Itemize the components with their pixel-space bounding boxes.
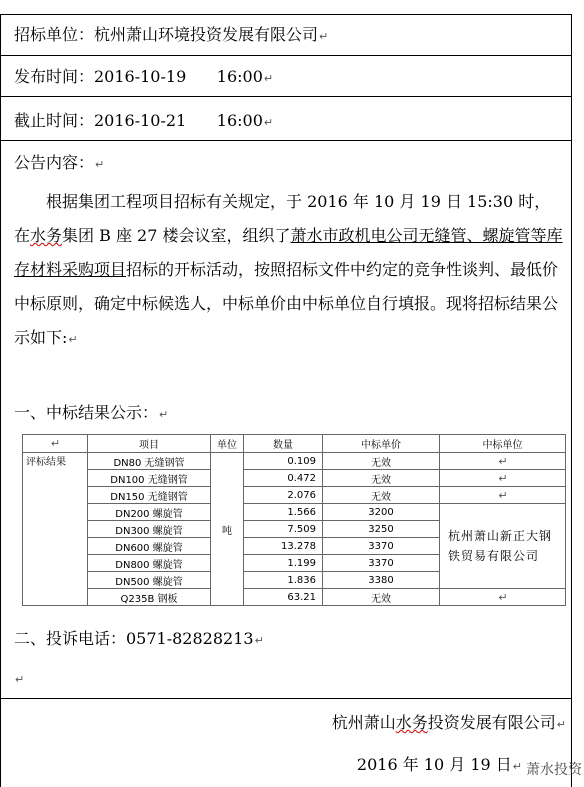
publish-time-field [14, 64, 273, 87]
price-text: 无效 [371, 491, 391, 503]
qty-text: 0.109 [287, 455, 316, 467]
price-text: 3370 [368, 557, 394, 569]
bid-result-table [22, 434, 566, 606]
price-cell [323, 521, 440, 538]
paragraph-mark-icon: ↵ [263, 72, 274, 85]
paragraph-mark-icon: ↵ [95, 158, 105, 171]
paragraph-mark-icon: ↵ [15, 673, 25, 686]
header-cell-winner [440, 435, 566, 453]
qty-text: 1.836 [287, 574, 316, 586]
price-cell [323, 538, 440, 555]
item-cell [88, 470, 211, 487]
paragraph-mark-icon: ↵ [254, 634, 264, 647]
notice-text-part3: 招标的开标活动，按照招标文件中约定的竞争性谈判、最低价中标原则，确定中标候选人，中标单价由中标单位自行填报。现将招标结果公示如下: [14, 260, 559, 347]
item-cell [88, 555, 211, 572]
paragraph-mark-icon: ↵ [512, 760, 522, 773]
winner-cell [440, 453, 566, 470]
table-header-row [23, 435, 566, 453]
item-text: DN800 螺旋管 [115, 559, 183, 571]
item-cell [88, 521, 211, 538]
cell-mark-icon: ↵ [498, 454, 508, 468]
notice-place-word: 水务 [30, 226, 63, 245]
table-row [23, 453, 566, 470]
divider-3 [0, 140, 572, 141]
qty-text: 2.076 [287, 489, 316, 501]
deadline-text: 截止时间：2016-10-21 16:00 [14, 111, 263, 130]
paragraph-mark-icon: ↵ [68, 333, 78, 346]
price-cell [323, 487, 440, 504]
item-text: DN500 螺旋管 [115, 576, 183, 588]
item-text: Q235B 钢板 [120, 593, 178, 605]
qty-cell [244, 572, 323, 589]
company-text-part1: 杭州萧山 [331, 713, 396, 732]
qty-cell [244, 470, 323, 487]
row-label-text: 评标结果 [26, 457, 66, 468]
winner-cell [440, 470, 566, 487]
deadline-field [14, 108, 273, 131]
item-text: DN150 无缝钢管 [110, 491, 188, 503]
notice-heading [14, 150, 104, 173]
header-item-text: 项目 [139, 440, 159, 451]
qty-text: 13.278 [281, 540, 316, 552]
price-text: 无效 [371, 593, 391, 605]
cell-mark-icon: ↵ [498, 590, 508, 604]
price-cell [323, 470, 440, 487]
header-winner-text: 中标单位 [482, 440, 523, 451]
cell-mark-icon: ↵ [498, 488, 508, 502]
qty-text: 0.472 [287, 472, 316, 484]
item-cell [88, 589, 211, 606]
table-row [23, 504, 566, 521]
header-cell-unit [211, 435, 244, 453]
price-cell [323, 504, 440, 521]
price-cell [323, 572, 440, 589]
divider-4 [0, 698, 572, 699]
qty-cell [244, 589, 323, 606]
header-cell-item [88, 435, 211, 453]
section-1-heading [14, 400, 168, 423]
notice-paragraph [14, 185, 566, 357]
winner-cell [440, 487, 566, 504]
price-cell [323, 589, 440, 606]
notice-text-part1: 根据集团工程项目招标有关规定，于 2016 年 10 月 19 日 15:30 时，在 [14, 192, 551, 245]
winner-company-text: 杭州萧山新正大钢铁贸易有限公司 [448, 529, 553, 563]
header-price-text: 中标单价 [361, 440, 401, 451]
qty-text: 1.199 [287, 557, 316, 569]
paragraph-mark-icon: ↵ [556, 718, 566, 731]
item-cell [88, 572, 211, 589]
section-2-heading [14, 626, 264, 649]
header-unit-text: 单位 [217, 440, 237, 451]
header-cell-qty [244, 435, 323, 453]
paragraph-mark-icon: ↵ [263, 116, 274, 129]
paragraph-mark-icon: ↵ [159, 408, 169, 421]
notice-heading-text: 公告内容： [14, 153, 95, 172]
price-text: 3250 [368, 523, 394, 535]
header-qty-text: 数量 [273, 440, 293, 451]
unit-cell [211, 453, 244, 606]
item-cell [88, 504, 211, 521]
winner-cell [440, 589, 566, 606]
qty-cell [244, 538, 323, 555]
item-text: DN100 无缝钢管 [110, 474, 188, 486]
cell-mark-icon: ↵ [498, 471, 508, 485]
divider-1 [0, 55, 572, 56]
signature-date [357, 752, 522, 775]
tender-unit-text: 招标单位：杭州萧山环境投资发展有限公司 [14, 25, 319, 44]
notice-text-part2: 集团 B 座 27 楼会议室，组织了 [62, 226, 291, 245]
item-cell [88, 487, 211, 504]
table-row [23, 487, 566, 504]
section-1-title: 一、中标结果公示： [14, 403, 159, 422]
divider-2 [0, 96, 572, 97]
item-cell [88, 453, 211, 470]
frame-top-line [0, 14, 572, 15]
qty-cell [244, 521, 323, 538]
company-text-part2: 水务 [395, 713, 428, 732]
table-row [23, 470, 566, 487]
project-name: 萧水市政机电公司无缝管、螺旋管等库存材料采购项目 [14, 226, 563, 279]
paragraph-mark-icon: ↵ [319, 30, 329, 43]
item-text: DN80 无缝钢管 [113, 457, 185, 469]
tender-unit-field [14, 22, 328, 45]
qty-cell [244, 487, 323, 504]
qty-text: 1.566 [287, 506, 316, 518]
price-cell [323, 453, 440, 470]
company-text-part3: 投资发展有限公司 [427, 713, 556, 732]
price-text: 3380 [368, 574, 394, 586]
item-text: DN600 螺旋管 [115, 542, 183, 554]
item-text: DN200 螺旋管 [115, 508, 183, 520]
empty-paragraph [14, 668, 24, 687]
price-text: 3200 [368, 506, 394, 518]
qty-cell [244, 555, 323, 572]
row-label-cell [23, 453, 88, 606]
price-cell [323, 555, 440, 572]
winner-company-cell [440, 504, 566, 589]
qty-cell [244, 504, 323, 521]
signature-company [332, 710, 566, 733]
item-cell [88, 538, 211, 555]
qty-cell [244, 453, 323, 470]
price-text: 无效 [371, 457, 391, 469]
price-text: 3370 [368, 540, 394, 552]
header-cell-price [323, 435, 440, 453]
unit-text: 吨 [222, 525, 232, 537]
publish-time-text: 发布时间：2016-10-19 16:00 [14, 67, 263, 86]
qty-text: 7.509 [287, 523, 316, 535]
price-text: 无效 [371, 474, 391, 486]
qty-text: 63.21 [287, 591, 316, 603]
header-cell-blank [23, 435, 88, 453]
signature-date-text: 2016 年 10 月 19 日 [356, 755, 512, 774]
section-2-title: 二、投诉电话：0571-82828213 [14, 629, 254, 648]
item-text: DN300 螺旋管 [115, 525, 183, 537]
cell-mark-icon: ↵ [50, 437, 61, 450]
watermark: 萧水投资 [526, 762, 582, 778]
table-row [23, 589, 566, 606]
